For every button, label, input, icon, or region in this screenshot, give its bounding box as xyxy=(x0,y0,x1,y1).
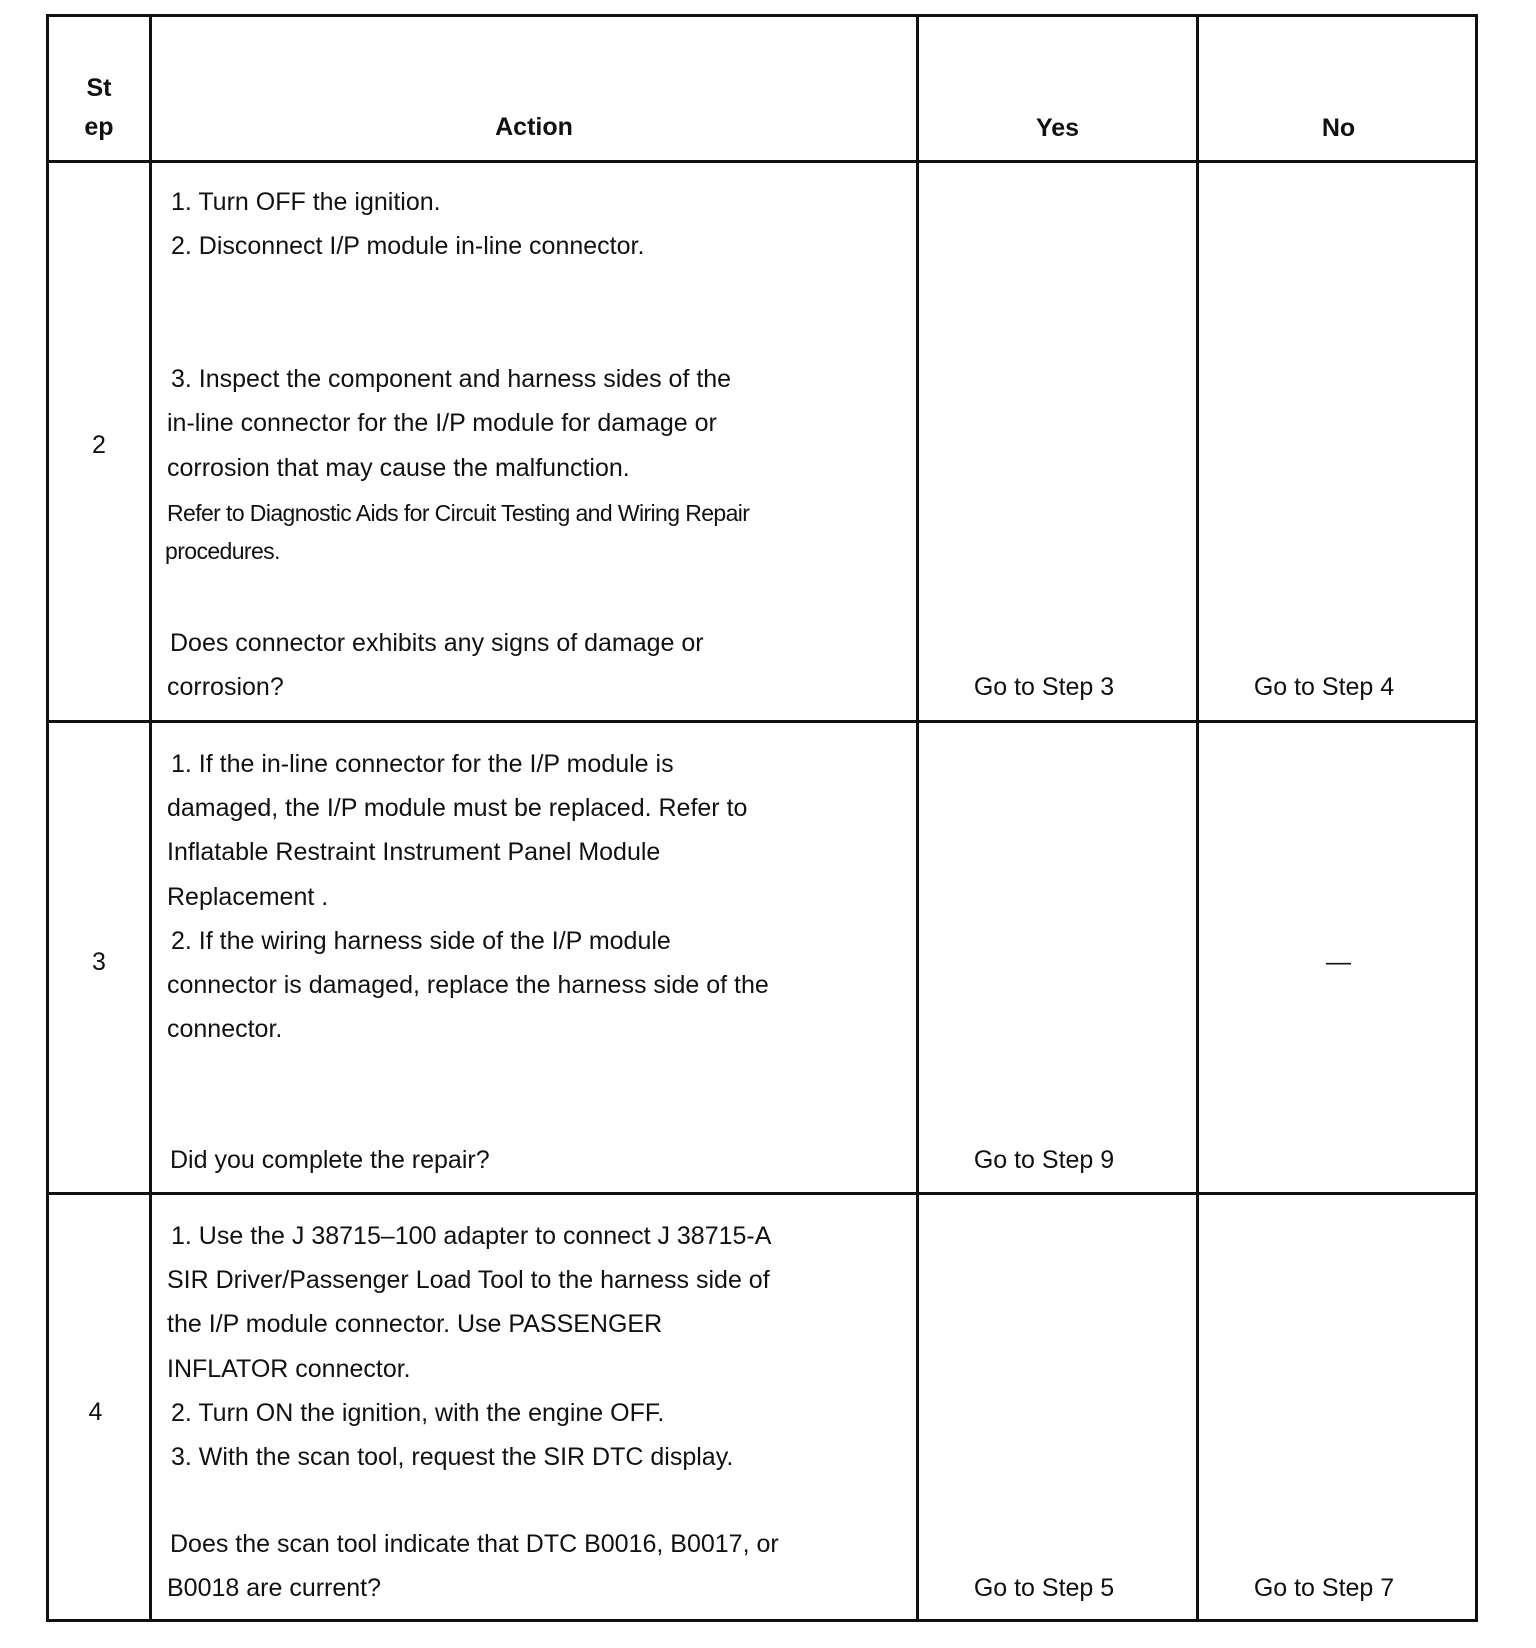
action-question: Does the scan tool indicate that DTC B0016, B0017, or xyxy=(170,1530,779,1558)
step-number: 3 xyxy=(92,948,106,976)
no-result: — xyxy=(1326,948,1351,976)
step-number: 4 xyxy=(88,1398,103,1426)
action-line: Replacement . xyxy=(167,883,329,911)
action-line: 2. If the wiring harness side of the I/P module xyxy=(171,927,671,955)
action-line: SIR Driver/Passenger Load Tool to the harness side of xyxy=(167,1266,770,1294)
action-question: corrosion? xyxy=(167,673,284,701)
action-line: 1. If the in-line connector for the I/P module is xyxy=(171,750,674,778)
yes-result: Go to Step 5 xyxy=(973,1574,1115,1602)
action-line: connector is damaged, replace the harness side of the xyxy=(167,971,769,999)
column-divider xyxy=(916,17,919,1619)
diagnostic-table xyxy=(46,14,1478,1622)
action-line: in-line connector for the I/P module for damage or xyxy=(167,409,717,437)
action-question: Does connector exhibits any signs of damage or xyxy=(170,629,704,657)
action-line: 1. Turn OFF the ignition. xyxy=(171,188,441,216)
header-no: No xyxy=(1321,114,1356,142)
row-divider xyxy=(49,720,1475,723)
row-divider xyxy=(49,160,1475,163)
action-line: 2. Disconnect I/P module in-line connector. xyxy=(171,232,645,260)
action-line: Inflatable Restraint Instrument Panel Module xyxy=(167,838,661,866)
header-action: Action xyxy=(495,113,573,141)
action-line: 2. Turn ON the ignition, with the engine OFF. xyxy=(171,1399,665,1427)
row-divider xyxy=(49,1192,1475,1195)
action-line: the I/P module connector. Use PASSENGER xyxy=(167,1310,663,1338)
action-line: corrosion that may cause the malfunction. xyxy=(167,454,630,482)
action-question: B0018 are current? xyxy=(167,1574,382,1602)
action-line: 3. Inspect the component and harness sides of the xyxy=(171,365,732,393)
header-yes: Yes xyxy=(1035,114,1080,142)
action-note-line: procedures. xyxy=(165,538,280,564)
action-question: Did you complete the repair? xyxy=(170,1146,490,1174)
column-divider xyxy=(1196,17,1199,1619)
yes-result: Go to Step 3 xyxy=(973,673,1115,701)
header-step-line2: ep xyxy=(84,113,114,141)
no-result: Go to Step 7 xyxy=(1253,1574,1395,1602)
action-line: damaged, the I/P module must be replaced. Refer to xyxy=(167,794,748,822)
yes-result: Go to Step 9 xyxy=(973,1146,1115,1174)
header-step-line1: St xyxy=(86,74,112,102)
action-line: connector. xyxy=(167,1015,283,1043)
no-result: Go to Step 4 xyxy=(1253,673,1395,701)
column-divider xyxy=(149,17,152,1619)
step-number: 2 xyxy=(92,431,106,459)
action-line: 1. Use the J 38715–100 adapter to connect J 38715-A xyxy=(171,1222,772,1250)
action-note-line: Refer to Diagnostic Aids for Circuit Testing and Wiring Repair xyxy=(167,500,750,526)
action-line: INFLATOR connector. xyxy=(167,1355,411,1383)
action-line: 3. With the scan tool, request the SIR DTC display. xyxy=(171,1443,734,1471)
